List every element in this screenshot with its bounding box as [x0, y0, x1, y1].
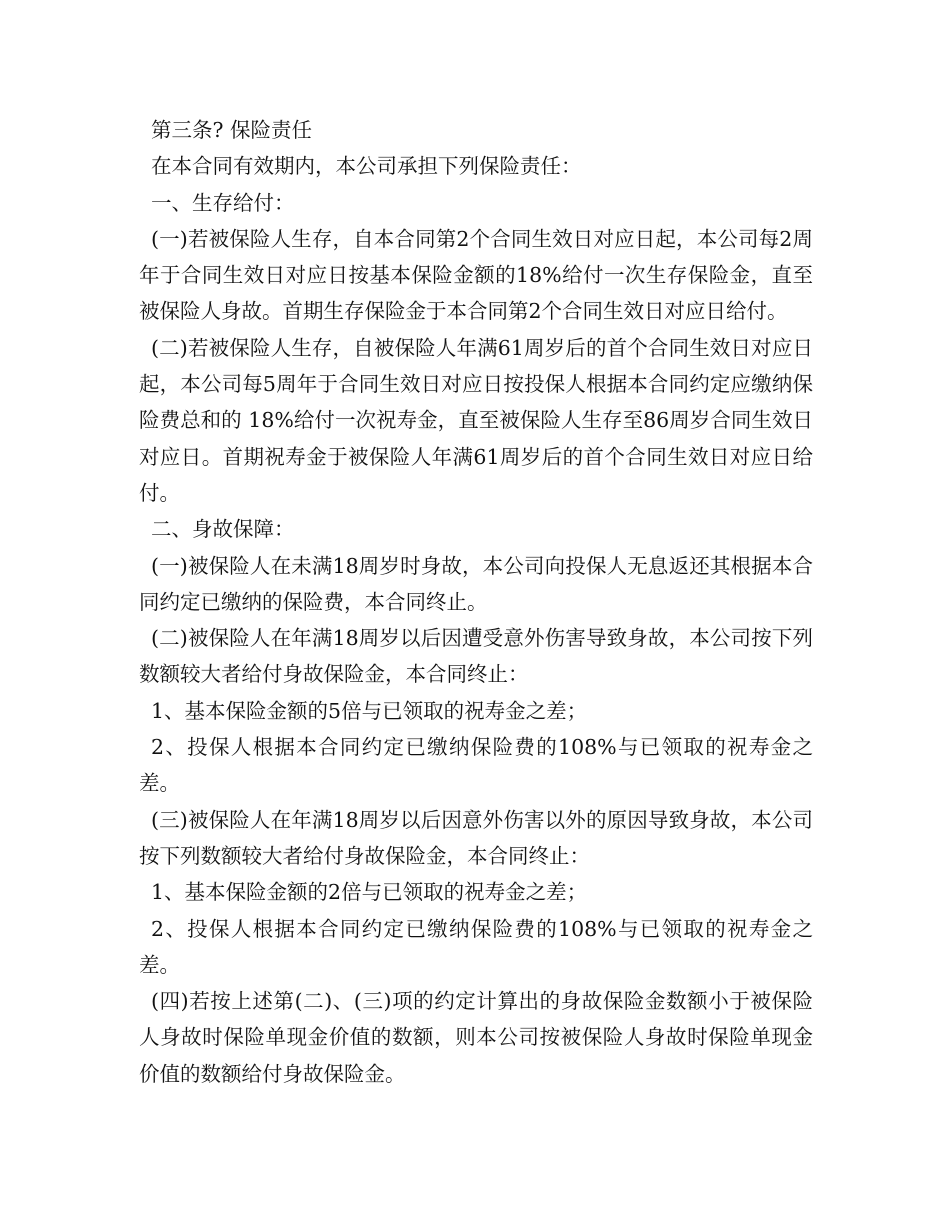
clause-death-2: (二)被保险人在年满18周岁以后因遭受意外伤害导致身故，本公司按下列数额较大者给付身故保险金，本合同终止：	[139, 626, 813, 687]
section-heading-death-benefit: 二、身故保障：	[151, 517, 295, 542]
clause-death-3: (三)被保险人在年满18周岁以后因意外伤害以外的原因导致身故，本公司按下列数额较大者给付身故保险金，本合同终止：	[139, 807, 813, 868]
clause-death-1: (一)被保险人在未满18周岁时身故，本公司向投保人无息返还其根据本合同约定已缴纳的保险费，本合同终止。	[139, 553, 813, 614]
clause-death-4: (四)若按上述第(二)、(三)项的约定计算出的身故保险金数额小于被保险人身故时保险单现金价值的数额，则本公司按被保险人身故时保险单现金价值的数额给付身故保险金。	[139, 989, 813, 1086]
clause-death-3-item-1: 1、基本保险金额的2倍与已领取的祝寿金之差；	[151, 880, 588, 905]
clause-survival-2: (二)若被保险人生存，自被保险人年满61周岁后的首个合同生效日对应日起，本公司每5周年于合同生效日对应日按投保人根据本合同约定应缴纳保险费总和的 18%给付一次祝寿金，直至被保险人生存至86周岁合同生效日对应日。首期祝寿金于被保险人年满61周岁后的首个合同生效日对应日给付。	[139, 335, 813, 505]
article-heading: 第三条? 保险责任	[151, 118, 313, 142]
clause-death-3-item-2: 2、投保人根据本合同约定已缴纳保险费的108%与已领取的祝寿金之差。	[139, 916, 813, 977]
clause-death-2-item-1: 1、基本保险金额的5倍与已领取的祝寿金之差；	[151, 698, 588, 723]
clause-survival-1: (一)若被保险人生存，自本合同第2个合同生效日对应日起，本公司每2周年于合同生效日对应日按基本保险金额的18%给付一次生存保险金，直至被保险人身故。首期生存保险金于本合同第2个合同生效日对应日给付。	[139, 226, 813, 324]
section-heading-survival-benefit: 一、生存给付：	[151, 190, 295, 215]
clause-death-2-item-2: 2、投保人根据本合同约定已缴纳保险费的108%与已领取的祝寿金之差。	[139, 735, 813, 796]
intro-paragraph: 在本合同有效期内，本公司承担下列保险责任：	[151, 154, 582, 179]
document-body	[139, 112, 813, 1092]
